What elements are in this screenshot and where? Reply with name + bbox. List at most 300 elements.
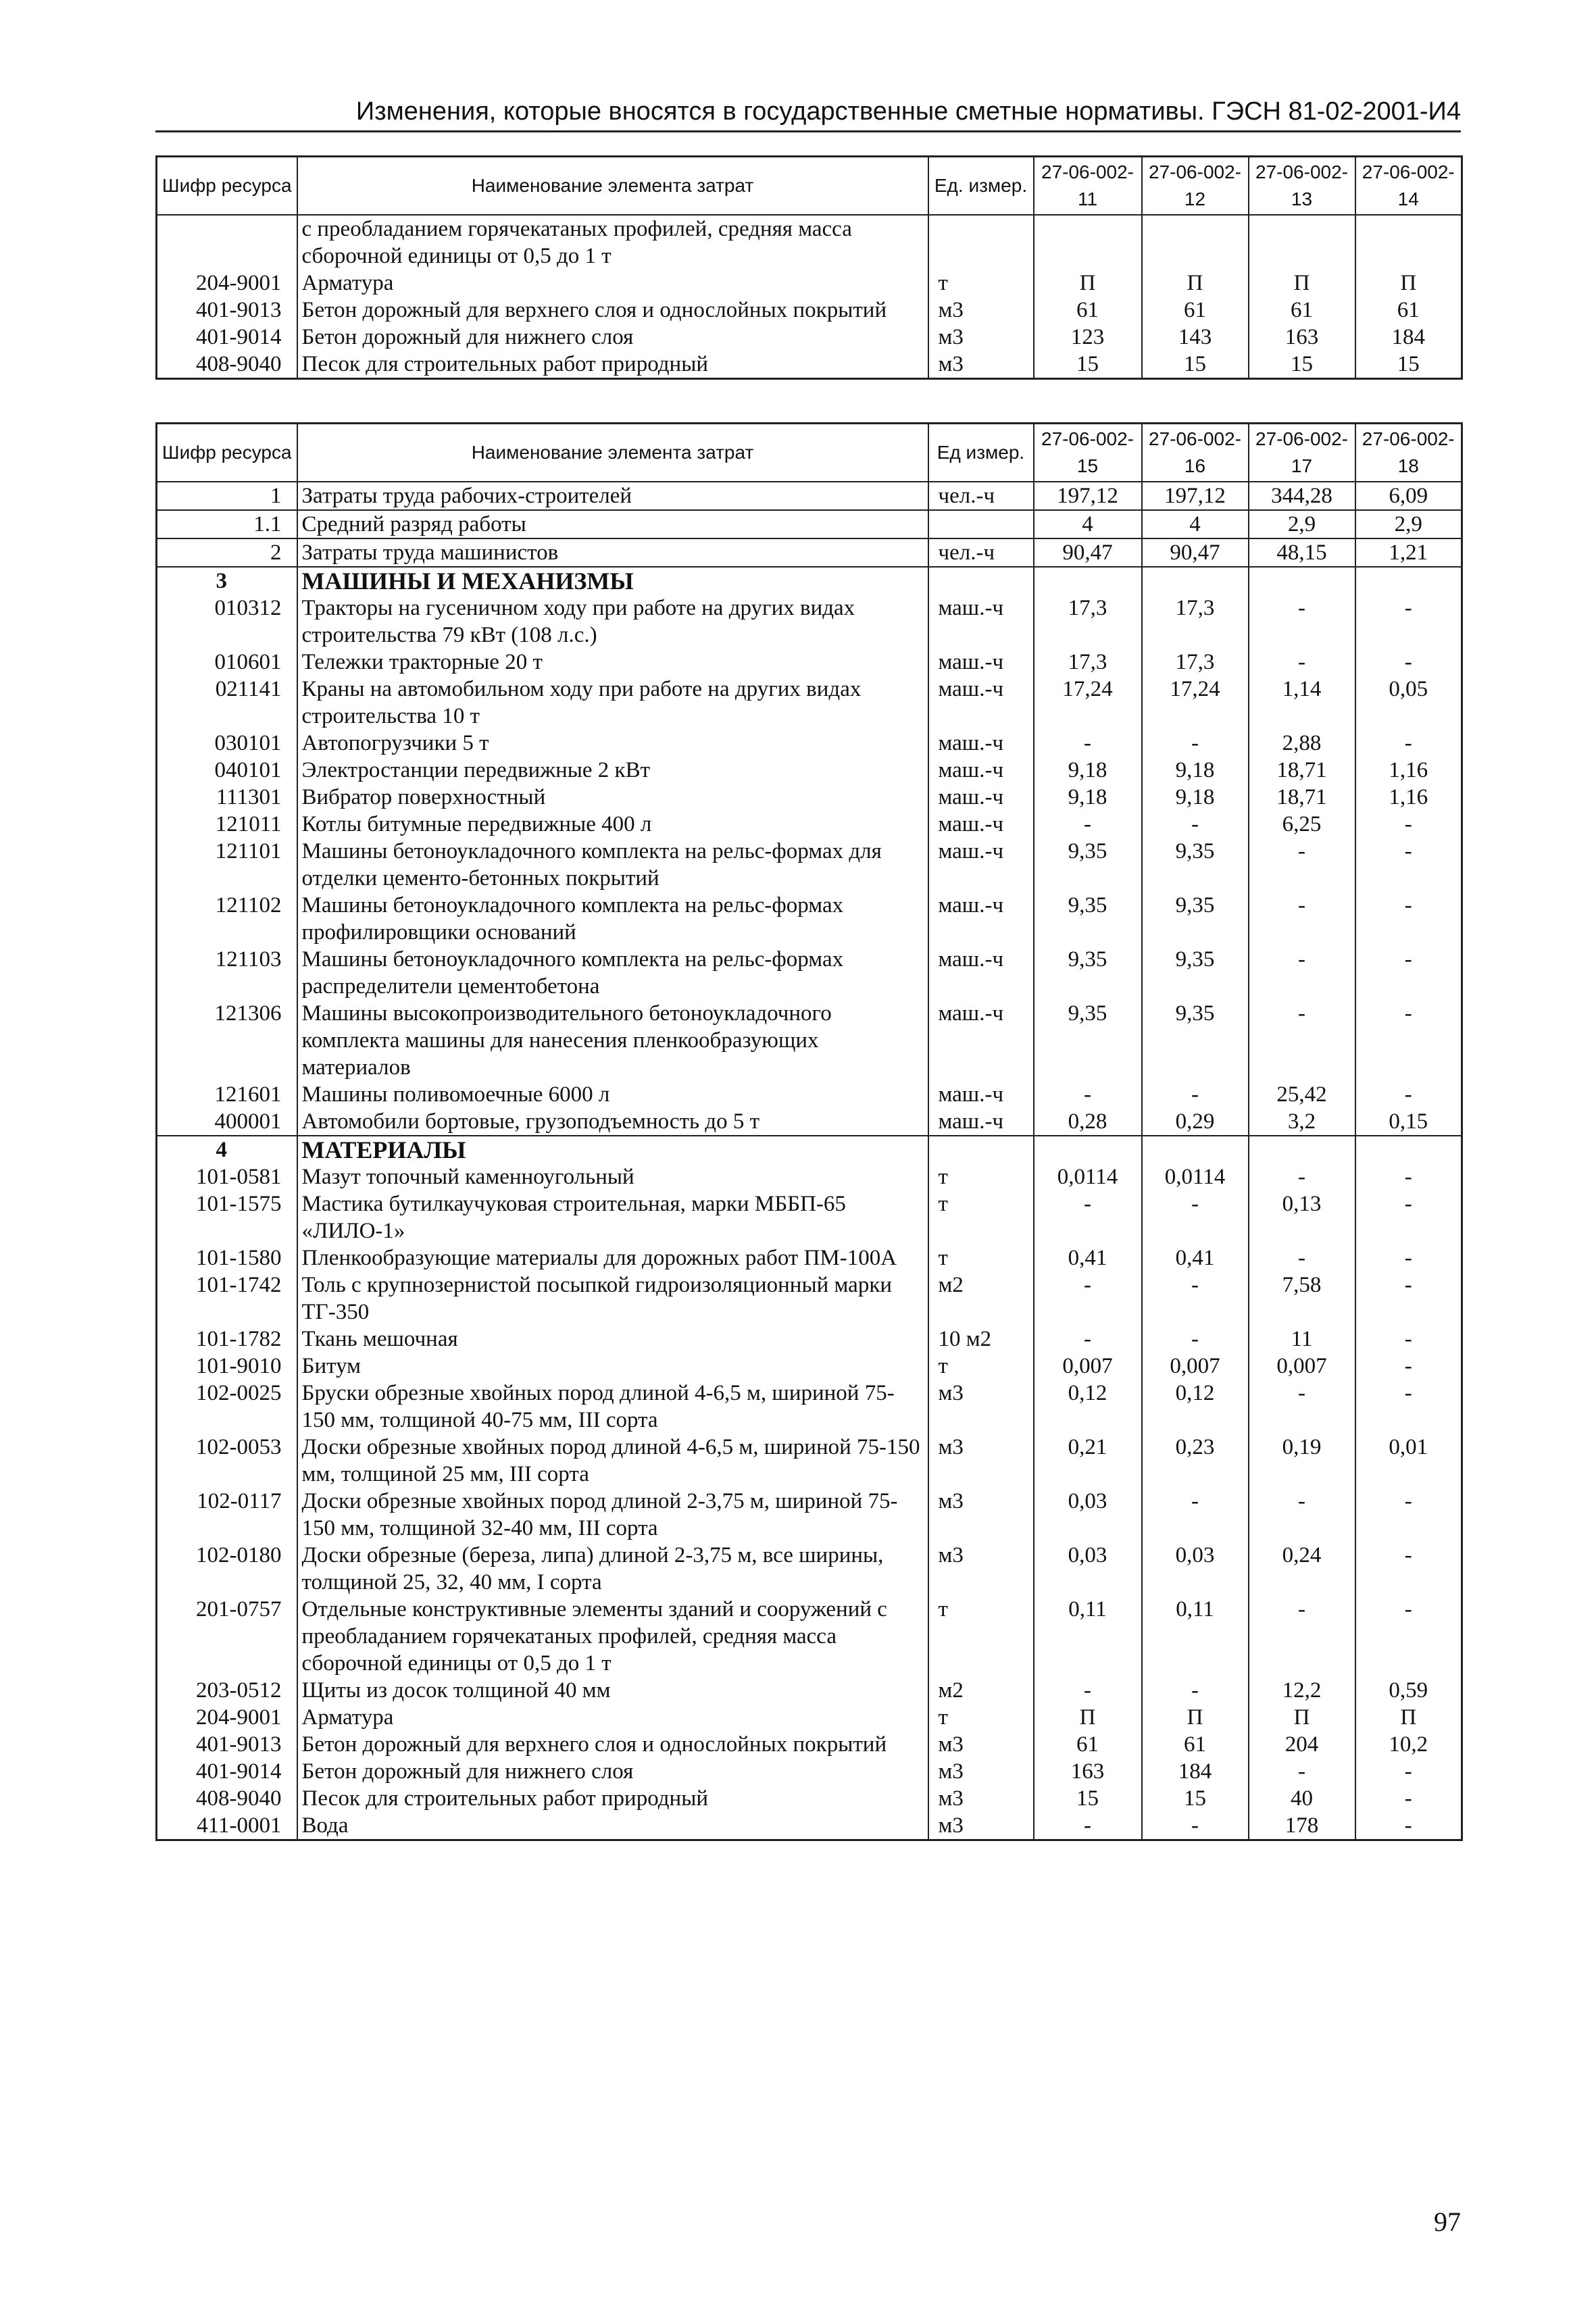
cell-value: 0,41 (1034, 1244, 1142, 1272)
cell-value: - (1355, 1244, 1462, 1272)
cell-value: - (1142, 1190, 1249, 1244)
cell-value: - (1249, 1163, 1355, 1190)
cell-value (1142, 215, 1249, 270)
cell-value: 9,35 (1034, 838, 1142, 892)
cell-value: - (1355, 1081, 1462, 1108)
cell-code: 401-9014 (157, 1758, 297, 1785)
cell-value: - (1034, 1326, 1142, 1353)
cell-value (1249, 567, 1355, 595)
cell-value: 17,24 (1142, 676, 1249, 730)
cell-value: 15 (1034, 351, 1142, 379)
cell-value: 163 (1249, 324, 1355, 351)
table-row (157, 1272, 1462, 1326)
cell-value: - (1355, 1812, 1462, 1840)
cell-value: 0,0114 (1142, 1163, 1249, 1190)
col-header: 27-06-002-15 (1034, 424, 1142, 482)
cell-code: 030101 (157, 730, 297, 757)
cell-name: Щиты из досок толщиной 40 мм (297, 1677, 928, 1704)
cell-code: 121011 (157, 811, 297, 838)
cell-name: Битум (297, 1353, 928, 1380)
cell-value: 90,47 (1034, 538, 1142, 567)
cell-code: 101-1782 (157, 1326, 297, 1353)
cell-name: Тележки тракторные 20 т (297, 649, 928, 676)
cell-name: Машины бетоноукладочного комплекта на рельс-формах для отделки цементо-бетонных покрытий (297, 838, 928, 892)
table-row (157, 510, 1462, 538)
cell-unit: маш.-ч (928, 811, 1034, 838)
cell-value: 10,2 (1355, 1731, 1462, 1758)
cell-value: - (1355, 730, 1462, 757)
cell-name: Бетон дорожный для верхнего слоя и однослойных покрытий (297, 297, 928, 324)
cell-value: 0,59 (1355, 1677, 1462, 1704)
cell-value: - (1249, 1380, 1355, 1434)
cell-unit: маш.-ч (928, 1000, 1034, 1081)
table-row (157, 1244, 1462, 1272)
cell-code: 101-1580 (157, 1244, 297, 1272)
cell-value (1034, 215, 1142, 270)
cell-name: Машины бетоноукладочного комплекта на рельс-формах профилировщики оснований (297, 892, 928, 946)
table-row (157, 270, 1462, 297)
cell-value: - (1355, 1272, 1462, 1326)
cell-name: Автопогрузчики 5 т (297, 730, 928, 757)
cell-value: 0,05 (1355, 676, 1462, 730)
cell-value: - (1355, 1163, 1462, 1190)
cell-value: 0,19 (1249, 1434, 1355, 1488)
cell-value: - (1249, 838, 1355, 892)
cell-unit: маш.-ч (928, 676, 1034, 730)
cell-code: 411-0001 (157, 1812, 297, 1840)
table-row (157, 215, 1462, 270)
cell-code: 102-0053 (157, 1434, 297, 1488)
cell-value: 2,9 (1249, 510, 1355, 538)
cell-value: 0,03 (1034, 1542, 1142, 1596)
page-number: 97 (1434, 2207, 1461, 2237)
table-row (157, 838, 1462, 892)
cell-code: 101-1742 (157, 1272, 297, 1326)
cell-value (1355, 215, 1462, 270)
cell-value: 197,12 (1034, 482, 1142, 510)
cell-value: 0,41 (1142, 1244, 1249, 1272)
cell-code: 401-9013 (157, 297, 297, 324)
cell-value: - (1142, 1272, 1249, 1326)
cell-value: - (1355, 1000, 1462, 1081)
table-row (157, 811, 1462, 838)
table-row (157, 1163, 1462, 1190)
cell-value: 0,12 (1034, 1380, 1142, 1434)
cell-value: П (1249, 1704, 1355, 1731)
table-row (157, 297, 1462, 324)
table-row (157, 1326, 1462, 1353)
cell-name: Бетон дорожный для нижнего слоя (297, 324, 928, 351)
table-row (157, 1380, 1462, 1434)
cell-code: 401-9013 (157, 1731, 297, 1758)
cell-value: 0,23 (1142, 1434, 1249, 1488)
cell-code: 203-0512 (157, 1677, 297, 1704)
cell-unit: м3 (928, 1542, 1034, 1596)
cell-code: 121101 (157, 838, 297, 892)
cell-code: 102-0180 (157, 1542, 297, 1596)
cell-name: Вода (297, 1812, 928, 1840)
cell-value: - (1249, 1244, 1355, 1272)
table-row (157, 1731, 1462, 1758)
cell-name: Отдельные конструктивные элементы зданий и сооружений с преобладанием горячекатаных профилей, средняя масса сборочной единицы от 0,5 до 1 т (297, 1596, 928, 1677)
cell-unit: маш.-ч (928, 1081, 1034, 1108)
cell-name: Толь с крупнозернистой посыпкой гидроизоляционный марки ТГ-350 (297, 1272, 928, 1326)
cell-value: - (1142, 1677, 1249, 1704)
cell-value: 0,03 (1034, 1488, 1142, 1542)
cell-unit: м3 (928, 351, 1034, 379)
cell-code: 101-9010 (157, 1353, 297, 1380)
cell-value: - (1142, 730, 1249, 757)
cell-value: - (1355, 1353, 1462, 1380)
cell-unit: 10 м2 (928, 1326, 1034, 1353)
cell-unit: маш.-ч (928, 730, 1034, 757)
cell-unit: м3 (928, 1731, 1034, 1758)
cell-name: Машины высокопроизводительного бетоноукладочного комплекта машины для нанесения пленкообразующих материалов (297, 1000, 928, 1081)
table-header-row (157, 424, 1462, 482)
cell-code: 3 (157, 567, 297, 595)
table-row (157, 1000, 1462, 1081)
cell-value: 0,0114 (1034, 1163, 1142, 1190)
cell-value: 0,11 (1142, 1596, 1249, 1677)
cell-value: 0,24 (1249, 1542, 1355, 1596)
cell-value: 9,35 (1142, 1000, 1249, 1081)
cell-value: - (1034, 811, 1142, 838)
cell-value: 3,2 (1249, 1108, 1355, 1136)
cell-name: Ткань мешочная (297, 1326, 928, 1353)
cell-value: 9,18 (1034, 784, 1142, 811)
cell-code: 102-0117 (157, 1488, 297, 1542)
cell-value: - (1355, 1758, 1462, 1785)
cell-value: 17,3 (1034, 595, 1142, 649)
table-row (157, 351, 1462, 379)
cell-unit: м3 (928, 1785, 1034, 1812)
cell-name: Тракторы на гусеничном ходу при работе на других видах строительства 79 кВт (108 л.с.) (297, 595, 928, 649)
table-row (157, 946, 1462, 1000)
cell-code: 111301 (157, 784, 297, 811)
cell-value: 197,12 (1142, 482, 1249, 510)
cell-value: - (1355, 811, 1462, 838)
cell-value: - (1355, 1542, 1462, 1596)
table-row (157, 1542, 1462, 1596)
cell-unit: маш.-ч (928, 838, 1034, 892)
cell-value: 0,01 (1355, 1434, 1462, 1488)
cell-code: 021141 (157, 676, 297, 730)
cell-value: 2,88 (1249, 730, 1355, 757)
cell-unit: маш.-ч (928, 784, 1034, 811)
cell-name: Средний разряд работы (297, 510, 928, 538)
col-header: 27-06-002-11 (1034, 157, 1142, 216)
cell-value: - (1142, 1812, 1249, 1840)
cell-value: - (1249, 1758, 1355, 1785)
table-row (157, 1785, 1462, 1812)
table-row (157, 1434, 1462, 1488)
cell-code: 4 (157, 1136, 297, 1163)
cell-value: - (1249, 946, 1355, 1000)
cell-code: 2 (157, 538, 297, 567)
cell-value: - (1142, 1326, 1249, 1353)
cell-value: П (1355, 270, 1462, 297)
cell-unit (928, 215, 1034, 270)
cell-value: 0,03 (1142, 1542, 1249, 1596)
cell-unit: м2 (928, 1677, 1034, 1704)
cell-value (1142, 567, 1249, 595)
cell-unit: чел.-ч (928, 482, 1034, 510)
cell-value: - (1355, 649, 1462, 676)
cell-name: Бруски обрезные хвойных пород длиной 4-6,5 м, шириной 75-150 мм, толщиной 40-75 мм, III сорта (297, 1380, 928, 1434)
page-header (155, 91, 1461, 132)
cell-name: Песок для строительных работ природный (297, 351, 928, 379)
table-row (157, 1081, 1462, 1108)
cell-value: 0,11 (1034, 1596, 1142, 1677)
cell-name: Автомобили бортовые, грузоподъемность до 5 т (297, 1108, 928, 1136)
cell-value: 0,21 (1034, 1434, 1142, 1488)
cell-value: 1,16 (1355, 784, 1462, 811)
cell-code: 204-9001 (157, 270, 297, 297)
cell-value: - (1355, 1190, 1462, 1244)
cell-value: 18,71 (1249, 757, 1355, 784)
resource-table-2 (155, 422, 1463, 1841)
cell-code: 101-0581 (157, 1163, 297, 1190)
cell-name: Доски обрезные (береза, липа) длиной 2-3,75 м, все ширины, толщиной 25, 32, 40 мм, I сорта (297, 1542, 928, 1596)
col-header: Шифр ресурса (157, 157, 297, 216)
cell-value (1034, 567, 1142, 595)
cell-value: - (1249, 649, 1355, 676)
cell-value (1355, 567, 1462, 595)
table-row (157, 1812, 1462, 1840)
cell-value (1249, 215, 1355, 270)
cell-code: 204-9001 (157, 1704, 297, 1731)
resource-table-1 (155, 155, 1463, 380)
cell-unit: маш.-ч (928, 595, 1034, 649)
cell-value: - (1249, 1596, 1355, 1677)
cell-value: - (1355, 838, 1462, 892)
cell-value: 61 (1142, 297, 1249, 324)
cell-value: 0,007 (1034, 1353, 1142, 1380)
cell-value: 1,14 (1249, 676, 1355, 730)
cell-value: 0,007 (1249, 1353, 1355, 1380)
col-header: 27-06-002-16 (1142, 424, 1249, 482)
cell-value: 61 (1142, 1731, 1249, 1758)
cell-unit: м3 (928, 1380, 1034, 1434)
cell-value: П (1034, 1704, 1142, 1731)
table-row (157, 595, 1462, 649)
cell-code: 102-0025 (157, 1380, 297, 1434)
cell-name: Затраты труда рабочих-строителей (297, 482, 928, 510)
cell-code: 121306 (157, 1000, 297, 1081)
cell-code: 408-9040 (157, 351, 297, 379)
cell-value: 17,3 (1142, 595, 1249, 649)
cell-unit: м2 (928, 1272, 1034, 1326)
table-row (157, 1190, 1462, 1244)
col-header: Наименование элемента затрат (297, 424, 928, 482)
cell-value: 61 (1034, 1731, 1142, 1758)
cell-unit (928, 510, 1034, 538)
col-header: Наименование элемента затрат (297, 157, 928, 216)
cell-value: - (1355, 1326, 1462, 1353)
col-header: Ед измер. (928, 424, 1034, 482)
cell-code: 121103 (157, 946, 297, 1000)
cell-value: - (1249, 595, 1355, 649)
cell-name: Арматура (297, 270, 928, 297)
cell-code: 040101 (157, 757, 297, 784)
cell-unit: т (928, 1163, 1034, 1190)
cell-code: 1.1 (157, 510, 297, 538)
cell-value: 9,35 (1142, 838, 1249, 892)
cell-value: П (1355, 1704, 1462, 1731)
cell-value: - (1355, 1596, 1462, 1677)
cell-value: П (1249, 270, 1355, 297)
section-row (157, 567, 1462, 595)
cell-value: 17,24 (1034, 676, 1142, 730)
table-row (157, 757, 1462, 784)
cell-value: 90,47 (1142, 538, 1249, 567)
cell-code: 401-9014 (157, 324, 297, 351)
table-row (157, 1704, 1462, 1731)
cell-name: Бетон дорожный для нижнего слоя (297, 1758, 928, 1785)
cell-code: 408-9040 (157, 1785, 297, 1812)
cell-value: 15 (1355, 351, 1462, 379)
cell-name: Вибратор поверхностный (297, 784, 928, 811)
cell-value: - (1034, 1081, 1142, 1108)
cell-name: Мастика бутилкаучуковая строительная, марки МББП-65 «ЛИЛО-1» (297, 1190, 928, 1244)
cell-value: 9,35 (1034, 1000, 1142, 1081)
cell-value: - (1249, 1488, 1355, 1542)
cell-name: МАШИНЫ И МЕХАНИЗМЫ (297, 567, 928, 595)
cell-unit: маш.-ч (928, 649, 1034, 676)
table-body (157, 482, 1462, 1840)
cell-value: 9,18 (1142, 757, 1249, 784)
cell-value: 15 (1034, 1785, 1142, 1812)
cell-value: 163 (1034, 1758, 1142, 1785)
table-row (157, 1758, 1462, 1785)
cell-name: Мазут топочный каменноугольный (297, 1163, 928, 1190)
cell-value: - (1355, 946, 1462, 1000)
cell-value: 9,35 (1034, 946, 1142, 1000)
cell-value: 6,09 (1355, 482, 1462, 510)
cell-value (1142, 1136, 1249, 1163)
cell-value: 1,16 (1355, 757, 1462, 784)
cell-value: 4 (1034, 510, 1142, 538)
table-row (157, 538, 1462, 567)
cell-value: 2,9 (1355, 510, 1462, 538)
cell-unit: т (928, 1704, 1034, 1731)
cell-value (1355, 1136, 1462, 1163)
cell-unit: т (928, 1190, 1034, 1244)
col-header: 27-06-002-12 (1142, 157, 1249, 216)
cell-value: - (1034, 1272, 1142, 1326)
header-title: Изменения, которые вносятся в государственные сметные нормативы. ГЭСН 81-02-2001-И4 (355, 97, 1461, 126)
cell-value: - (1249, 1000, 1355, 1081)
col-header: Ед. измер. (928, 157, 1034, 216)
cell-value: 7,58 (1249, 1272, 1355, 1326)
table-body (157, 215, 1462, 379)
table-row (157, 482, 1462, 510)
cell-value: 61 (1249, 297, 1355, 324)
cell-code: 1 (157, 482, 297, 510)
cell-unit: маш.-ч (928, 1108, 1034, 1136)
cell-value: П (1142, 1704, 1249, 1731)
cell-value: - (1249, 892, 1355, 946)
table-row (157, 892, 1462, 946)
cell-value: 40 (1249, 1785, 1355, 1812)
cell-value: 25,42 (1249, 1081, 1355, 1108)
cell-value: - (1142, 1081, 1249, 1108)
cell-value: 184 (1142, 1758, 1249, 1785)
cell-name: Электростанции передвижные 2 кВт (297, 757, 928, 784)
cell-value: 0,29 (1142, 1108, 1249, 1136)
cell-code: 121102 (157, 892, 297, 946)
cell-value (1249, 1136, 1355, 1163)
cell-unit: чел.-ч (928, 538, 1034, 567)
cell-name: Котлы битумные передвижные 400 л (297, 811, 928, 838)
table-row (157, 324, 1462, 351)
table-row (157, 1353, 1462, 1380)
cell-name: Арматура (297, 1704, 928, 1731)
cell-value: - (1355, 1488, 1462, 1542)
table-row (157, 1488, 1462, 1542)
cell-value: 17,3 (1034, 649, 1142, 676)
cell-value: 11 (1249, 1326, 1355, 1353)
cell-value: 9,35 (1034, 892, 1142, 946)
cell-value: - (1034, 1677, 1142, 1704)
cell-value: 9,18 (1034, 757, 1142, 784)
table-row (157, 1596, 1462, 1677)
cell-unit: т (928, 1353, 1034, 1380)
cell-value: 123 (1034, 324, 1142, 351)
cell-unit: м3 (928, 297, 1034, 324)
cell-code (157, 215, 297, 270)
cell-unit: м3 (928, 1434, 1034, 1488)
cell-unit: м3 (928, 1488, 1034, 1542)
cell-value: П (1142, 270, 1249, 297)
cell-name: Доски обрезные хвойных пород длиной 2-3,75 м, шириной 75-150 мм, толщиной 32-40 мм, III сорта (297, 1488, 928, 1542)
cell-code: 121601 (157, 1081, 297, 1108)
cell-code: 010601 (157, 649, 297, 676)
cell-value (1034, 1136, 1142, 1163)
table-header-row (157, 157, 1462, 216)
table-row (157, 730, 1462, 757)
cell-value: 0,12 (1142, 1380, 1249, 1434)
cell-value: - (1142, 811, 1249, 838)
cell-value: 9,35 (1142, 946, 1249, 1000)
cell-unit: м3 (928, 1812, 1034, 1840)
table-row (157, 649, 1462, 676)
cell-value: 0,007 (1142, 1353, 1249, 1380)
cell-value: - (1355, 892, 1462, 946)
cell-name: Доски обрезные хвойных пород длиной 4-6,5 м, шириной 75-150 мм, толщиной 25 мм, III сорта (297, 1434, 928, 1488)
cell-name: Краны на автомобильном ходу при работе на других видах строительства 10 т (297, 676, 928, 730)
cell-value: 15 (1249, 351, 1355, 379)
col-header: Шифр ресурса (157, 424, 297, 482)
col-header: 27-06-002-14 (1355, 157, 1462, 216)
cell-value: 344,28 (1249, 482, 1355, 510)
table-row (157, 676, 1462, 730)
cell-name: Машины поливомоечные 6000 л (297, 1081, 928, 1108)
cell-value: - (1355, 595, 1462, 649)
cell-unit: т (928, 270, 1034, 297)
cell-name: Машины бетоноукладочного комплекта на рельс-формах распределители цементобетона (297, 946, 928, 1000)
cell-value: 17,3 (1142, 649, 1249, 676)
cell-value: - (1355, 1785, 1462, 1812)
col-header: 27-06-002-18 (1355, 424, 1462, 482)
cell-value: 18,71 (1249, 784, 1355, 811)
col-header: 27-06-002-17 (1249, 424, 1355, 482)
cell-value: 143 (1142, 324, 1249, 351)
cell-unit: маш.-ч (928, 757, 1034, 784)
cell-value: 0,15 (1355, 1108, 1462, 1136)
cell-value: 6,25 (1249, 811, 1355, 838)
cell-code: 101-1575 (157, 1190, 297, 1244)
